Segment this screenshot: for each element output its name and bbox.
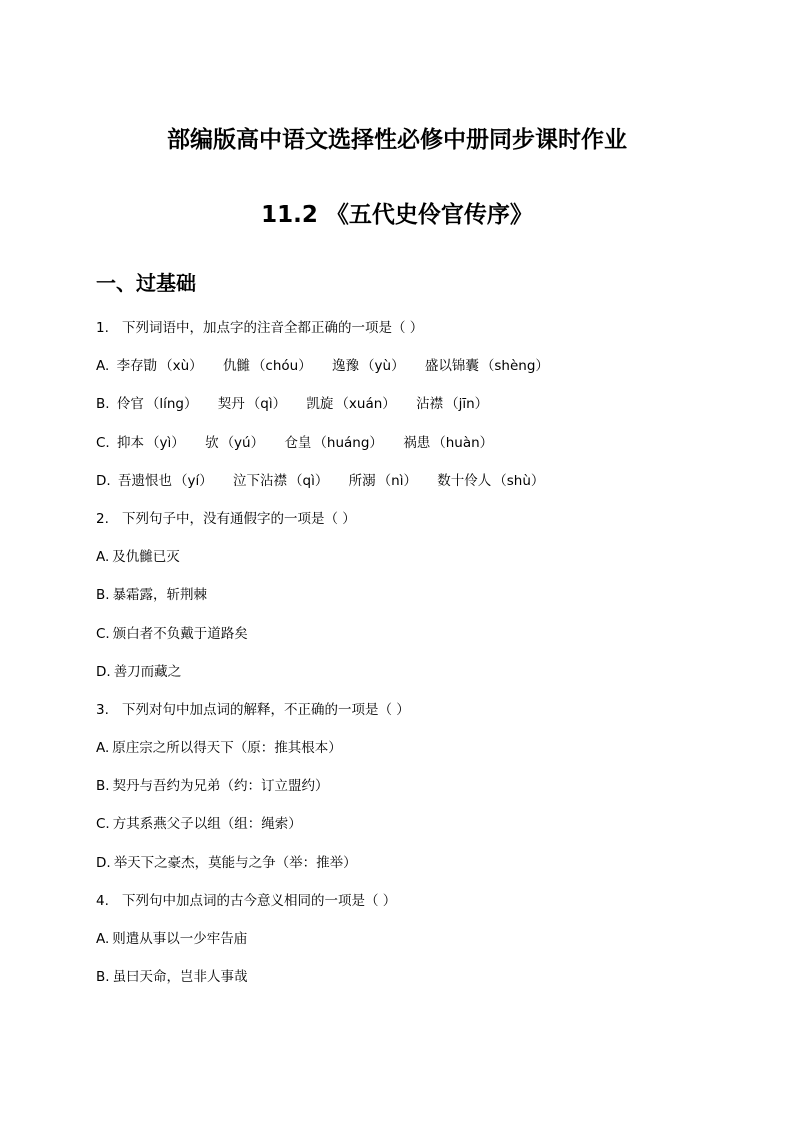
item-pinyin: （yù）	[361, 358, 405, 375]
item-word: 仓皇	[284, 434, 312, 451]
question-text: 下列词语中，加点字的注音全都正确的一项是（ ）	[122, 320, 424, 336]
option-label: B.	[96, 969, 110, 986]
question-4-option-a	[96, 929, 736, 967]
item-pinyin: （xù）	[159, 358, 203, 375]
question-3-option-b	[96, 776, 736, 814]
question-number: 1.	[96, 320, 109, 336]
question-3-option-d	[96, 853, 736, 891]
item-pinyin: （huáng）	[313, 434, 383, 451]
item-word: 契丹	[217, 396, 245, 413]
option-text: 及仇雠已灭	[112, 549, 180, 566]
question-3-option-a	[96, 738, 736, 776]
option-label: C.	[96, 434, 110, 451]
option-label: D.	[96, 854, 111, 871]
option-text: 方其系燕父子以组（组：绳索）	[112, 816, 302, 833]
option-item	[403, 433, 493, 453]
option-text: 善刀而藏之	[113, 663, 182, 680]
item-word: 欤	[205, 434, 219, 451]
option-label: D.	[96, 472, 111, 489]
question-number: 3.	[96, 701, 109, 718]
option-item	[425, 356, 549, 376]
item-word: 李存勖	[116, 358, 158, 375]
item-pinyin: （yú）	[220, 434, 265, 451]
item-pinyin: （yì）	[146, 434, 185, 451]
option-item	[416, 394, 488, 414]
question-4-option-b	[96, 967, 736, 1005]
question-text: 下列句子中，没有通假字的一项是（ ）	[122, 510, 356, 527]
item-word: 沾襟	[416, 396, 444, 413]
question-3-stem	[96, 700, 736, 738]
question-2-stem	[96, 509, 736, 547]
item-word: 所溺	[348, 472, 376, 489]
option-text: 契丹与吾约为兄弟（约：订立盟约）	[112, 778, 329, 795]
item-word: 抑本	[117, 434, 145, 451]
option-text: 暴霜露，斩荆棘	[112, 587, 208, 604]
option-item	[233, 471, 328, 491]
option-label: D.	[96, 663, 111, 680]
question-2-option-b	[96, 585, 736, 623]
question-1-stem	[96, 318, 736, 356]
option-item	[437, 471, 544, 491]
item-word: 数十伶人	[437, 472, 492, 489]
question-2-option-a	[96, 547, 736, 585]
item-pinyin: （líng）	[145, 396, 198, 413]
question-2-option-d	[96, 662, 736, 700]
option-text: 虽曰天命，岂非人事哉	[112, 969, 248, 986]
question-number: 2.	[96, 510, 109, 527]
option-text: 举天下之豪杰，莫能与之争（举：推举）	[113, 854, 357, 871]
question-1-option-d	[96, 471, 736, 509]
question-text: 下列对句中加点词的解释，不正确的一项是（ ）	[122, 701, 410, 718]
item-word: 吾遗恨也	[117, 472, 172, 489]
document-subtitle: 11.2 《五代史伶官传序》	[261, 202, 533, 228]
item-pinyin: （huàn）	[432, 434, 494, 451]
item-pinyin: （shèng）	[480, 358, 549, 375]
option-item	[306, 394, 395, 414]
option-label: B.	[96, 587, 110, 604]
item-pinyin: （qì）	[246, 396, 287, 413]
question-1-option-b	[96, 394, 736, 432]
option-label: A.	[96, 549, 110, 566]
item-pinyin: （chóu）	[251, 358, 312, 375]
option-label: C.	[96, 816, 110, 833]
option-item	[118, 471, 213, 491]
option-item	[332, 356, 405, 376]
option-item	[349, 471, 417, 491]
item-word: 逸豫	[332, 358, 360, 375]
option-label: A.	[96, 740, 110, 757]
item-word: 盛以锦囊	[424, 358, 479, 375]
question-3-option-c	[96, 814, 736, 852]
question-4-stem	[96, 891, 736, 929]
option-item	[117, 433, 185, 453]
item-word: 伶官	[116, 396, 144, 413]
option-item	[284, 433, 383, 453]
option-label: A.	[96, 358, 110, 375]
item-pinyin: （yí）	[173, 472, 213, 489]
option-item	[205, 433, 264, 453]
question-number: 4.	[96, 892, 109, 909]
questions-list	[96, 318, 736, 1005]
question-1-option-a	[96, 356, 736, 394]
item-pinyin: （jīn）	[445, 396, 489, 413]
option-label: C.	[96, 625, 110, 642]
question-text: 下列句中加点词的古今意义相同的一项是（ ）	[122, 892, 397, 909]
item-pinyin: （nì）	[377, 472, 417, 489]
item-pinyin: （qì）	[289, 472, 329, 489]
question-1-option-c	[96, 433, 736, 471]
option-item	[117, 394, 198, 414]
document-title: 部编版高中语文选择性必修中册同步课时作业	[167, 127, 627, 153]
option-item	[218, 394, 286, 414]
item-pinyin: （shù）	[493, 472, 545, 489]
option-text: 原庄宗之所以得天下（原：推其根本）	[112, 740, 342, 757]
item-word: 凯旋	[306, 396, 334, 413]
item-word: 仇雠	[222, 358, 250, 375]
item-word: 祸患	[403, 434, 431, 451]
option-item	[117, 356, 203, 376]
question-2-option-c	[96, 624, 736, 662]
option-text: 则遣从事以一少牢告庙	[112, 931, 248, 947]
option-item	[223, 356, 312, 376]
item-word: 泣下沾襟	[233, 472, 288, 489]
item-pinyin: （xuán）	[335, 396, 396, 413]
section-heading: 一、过基础	[96, 271, 196, 295]
option-label: B.	[96, 396, 110, 413]
option-label: A.	[96, 931, 110, 947]
option-text: 颁白者不负戴于道路矣	[112, 625, 248, 642]
option-label: B.	[96, 778, 110, 795]
